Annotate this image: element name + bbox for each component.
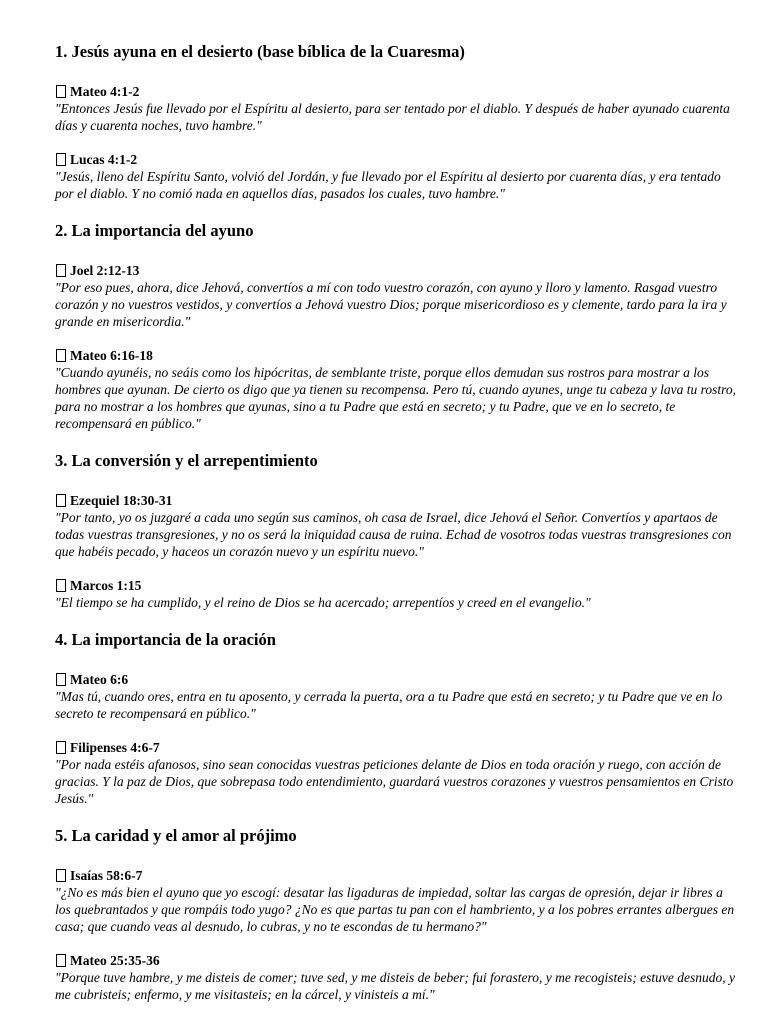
verse-block bbox=[55, 671, 740, 722]
verse-reference-label: Ezequiel 18:30-31 bbox=[70, 493, 173, 508]
verse-reference bbox=[55, 262, 740, 279]
verse-text: "Porque tuve hambre, y me disteis de comer; tuve sed, y me disteis de beber; fui forastero, y me recogisteis; estuve desnudo, y me cubristeis; enfermo, y me visitasteis; en la cárcel, y vinisteis a mí." bbox=[55, 970, 735, 1002]
missing-glyph-icon bbox=[56, 494, 66, 507]
verse-reference-label: Mateo 6:6 bbox=[70, 672, 129, 687]
verse-text: "¿No es más bien el ayuno que yo escogí: desatar las ligaduras de impiedad, soltar las cargas de opresión, dejar ir libres a los quebrantados y que rompáis todo yugo? ¿No es que partas tu pan con el hambriento, y a los pobres errantes albergues en casa; que cuando veas al desnudo, lo cubras, y no te escondas de tu hermano?" bbox=[55, 885, 735, 934]
verse-reference-label: Lucas 4:1-2 bbox=[70, 152, 138, 167]
verse-reference-label: Isaías 58:6-7 bbox=[70, 868, 143, 883]
verse-block bbox=[55, 739, 740, 807]
verse-block bbox=[55, 262, 740, 330]
verse-block bbox=[55, 151, 740, 202]
verse-text: "Entonces Jesús fue llevado por el Espíritu al desierto, para ser tentado por el diablo. Y después de haber ayunado cuarenta días y cuarenta noches, tuvo hambre." bbox=[55, 101, 730, 133]
missing-glyph-icon bbox=[56, 85, 66, 98]
verse-reference bbox=[55, 952, 740, 969]
section-title: 1. Jesús ayuna en el desierto (base bíblica de la Cuaresma) bbox=[55, 42, 465, 61]
verse-text: "Cuando ayunéis, no seáis como los hipócritas, de semblante triste, porque ellos demudan sus rostros para mostrar a los hombres que ayunan. De cierto os digo que ya tienen su recompensa. Pero tú, cuando ayunes, unge tu cabeza y lava tu rostro, para no mostrar a los hombres que ayunas, sino a tu Padre que está en secreto; y tu Padre, que ve en lo secreto, te recompensará en público." bbox=[55, 365, 736, 431]
verse-reference-label: Mateo 4:1-2 bbox=[70, 84, 140, 99]
section-title: 5. La caridad y el amor al prójimo bbox=[55, 826, 297, 845]
verse-reference bbox=[55, 671, 740, 688]
section-5 bbox=[55, 824, 740, 1003]
verse-text: "Por tanto, yo os juzgaré a cada uno según sus caminos, oh casa de Israel, dice Jehová el Señor. Convertíos y apartaos de todas vuestras transgresiones, y no os será la iniquidad causa de ruina. Echad de vosotros todas vuestras transgresiones con que habéis pecado, y haceos un corazón nuevo y un espíritu nuevo." bbox=[55, 510, 732, 559]
verse-block bbox=[55, 492, 740, 560]
verse-reference bbox=[55, 83, 740, 100]
verse-text: "Por eso pues, ahora, dice Jehová, convertíos a mí con todo vuestro corazón, con ayuno y lloro y lamento. Rasgad vuestro corazón y no vuestros vestidos, y convertíos a Jehová vuestro Dios; porque misericordioso es y clemente, tardo para la ira y grande en misericordia." bbox=[55, 280, 727, 329]
verse-reference-label: Mateo 25:35-36 bbox=[70, 953, 160, 968]
section-2 bbox=[55, 219, 740, 432]
verse-text: "Por nada estéis afanosos, sino sean conocidas vuestras peticiones delante de Dios en toda oración y ruego, con acción de gracias. Y la paz de Dios, que sobrepasa todo entendimiento, guardará vuestros corazones y vuestros pensamientos en Cristo Jesús." bbox=[55, 757, 734, 806]
verse-reference bbox=[55, 739, 740, 756]
verse-reference-label: Filipenses 4:6-7 bbox=[70, 740, 160, 755]
missing-glyph-icon bbox=[56, 349, 66, 362]
missing-glyph-icon bbox=[56, 954, 66, 967]
verse-reference bbox=[55, 577, 740, 594]
verse-reference bbox=[55, 347, 740, 364]
section-title: 3. La conversión y el arrepentimiento bbox=[55, 451, 318, 470]
verse-reference bbox=[55, 867, 740, 884]
verse-text: "Jesús, lleno del Espíritu Santo, volvió del Jordán, y fue llevado por el Espíritu al desierto por cuarenta días, y era tentado por el diablo. Y no comió nada en aquellos días, pasados los cuales, tuvo hambre." bbox=[55, 169, 721, 201]
section-4 bbox=[55, 628, 740, 807]
verse-reference bbox=[55, 151, 740, 168]
verse-block bbox=[55, 867, 740, 935]
verse-block bbox=[55, 577, 740, 611]
verse-reference-label: Joel 2:12-13 bbox=[70, 263, 140, 278]
missing-glyph-icon bbox=[56, 579, 66, 592]
verse-reference bbox=[55, 492, 740, 509]
verse-text: "El tiempo se ha cumplido, y el reino de Dios se ha acercado; arrepentíos y creed en el evangelio." bbox=[55, 595, 591, 610]
missing-glyph-icon bbox=[56, 153, 66, 166]
verse-block bbox=[55, 347, 740, 432]
section-title: 4. La importancia de la oración bbox=[55, 630, 276, 649]
verse-block bbox=[55, 83, 740, 134]
verse-reference-label: Marcos 1:15 bbox=[70, 578, 142, 593]
section-1 bbox=[55, 40, 740, 202]
section-title: 2. La importancia del ayuno bbox=[55, 221, 254, 240]
section-3 bbox=[55, 449, 740, 611]
verse-reference-label: Mateo 6:16-18 bbox=[70, 348, 153, 363]
missing-glyph-icon bbox=[56, 673, 66, 686]
missing-glyph-icon bbox=[56, 264, 66, 277]
verse-text: "Mas tú, cuando ores, entra en tu aposento, y cerrada la puerta, ora a tu Padre que está en secreto; y tu Padre que ve en lo secreto te recompensará en público." bbox=[55, 689, 723, 721]
missing-glyph-icon bbox=[56, 741, 66, 754]
missing-glyph-icon bbox=[56, 869, 66, 882]
verse-block bbox=[55, 952, 740, 1003]
